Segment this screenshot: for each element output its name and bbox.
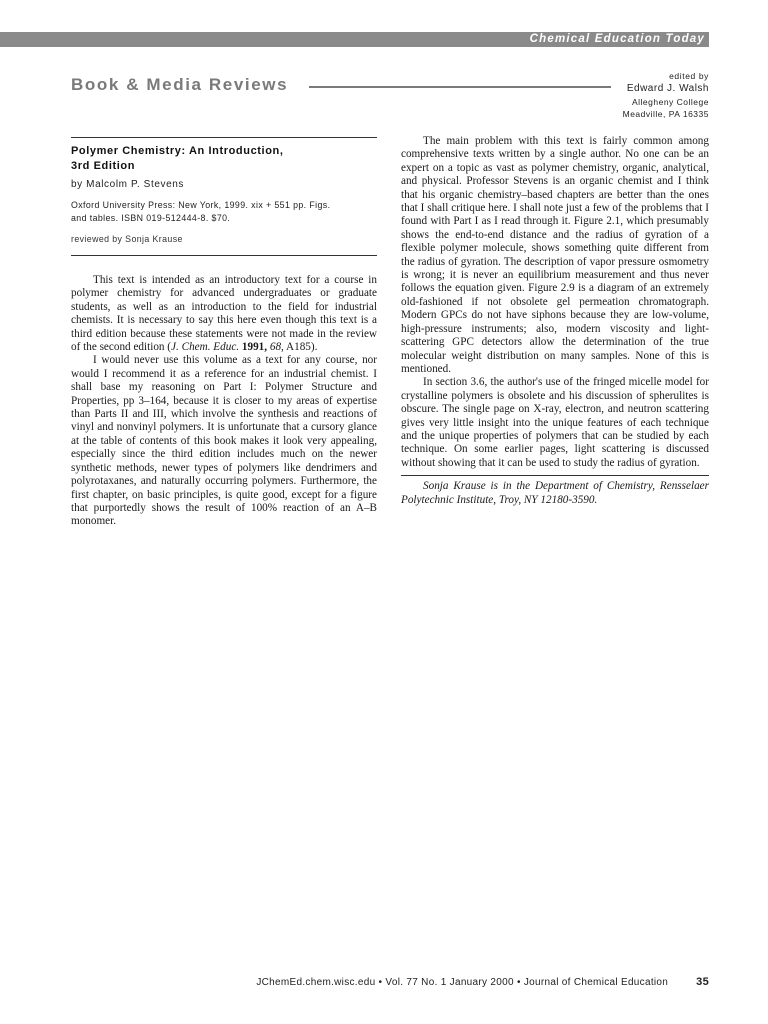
- book-info-box: [71, 137, 377, 244]
- paragraph-1-text: This text is intended as an introductory text for a course in polymer chemistry for advanced undergraduates or graduate students, as well as an introduction to the field for industrial chemists. It is necessary to say this here even though this text is a third edition because these statements were not made in the review of the second edition (: [71, 274, 377, 354]
- section-title: Book & Media Reviews: [71, 75, 289, 94]
- page-number: 35: [696, 976, 709, 988]
- book-box-rule: [71, 255, 377, 256]
- book-publisher: [71, 199, 377, 225]
- book-reviewer: reviewed by Sonja Krause: [71, 234, 183, 244]
- book-title-line2: 3rd Edition: [71, 160, 136, 172]
- paragraph-2: I would never use this volume as a text for any course, nor would I recommend it as a reference for an industrial chemist. I shall base my reasoning on Part I: Polymer Structure and Properties, pp 3–164, because it is closer to my areas of expertise than Parts II and III, which involve the synthesis and reactions of vinyl and nonvinyl polymers. It is unfortunate that a cursory glance at the table of contents of this book makes it look very appealing, especially since the third edition includes much on the newer synthetic methods, newer types of polymers like dendrimers and polyrotaxanes, and naturally occurring polymers. Furthermore, the first chapter, on basic principles, is quite good, except for a figure that purportedly shows the result of 100% reaction of an A–B monomer.: [71, 354, 377, 528]
- page-footer: [0, 976, 709, 988]
- citation-year: 1991,: [241, 341, 268, 354]
- section-rule: [309, 86, 611, 88]
- citation-end: A185).: [283, 341, 318, 354]
- paragraph-4: In section 3.6, the author's use of the fringed micelle model for crystalline polymers is obsolete and his discussion of spherulites is obscure. The single page on X-ray, electron, and neutron scattering gives very little insight into the unique features of each technique and the unique properties of polymers that can be studied by each technique. On some earlier pages, light scattering is discussed without showing that it can be used to study the radius of gyration.: [401, 376, 709, 469]
- citation-journal: J. Chem. Educ.: [171, 341, 240, 354]
- book-publisher-line1: Oxford University Press: New York, 1999. xix + 551 pp. Figs.: [71, 200, 331, 210]
- left-column: [71, 274, 377, 529]
- book-title-line1: Polymer Chemistry: An Introduction,: [71, 145, 284, 157]
- editor-affiliation: Allegheny College: [631, 97, 709, 107]
- citation-volume: 68,: [269, 341, 284, 354]
- editor-block: [623, 71, 709, 120]
- reviewer-signature: Sonja Krause is in the Department of Chemistry, Rensselaer Polytechnic Institute, Troy, NY 12180-3590.: [401, 480, 709, 506]
- paragraph-3: The main problem with this text is fairly common among comprehensive texts written by a single author. No one can be an expert on a topic as vast as polymer chemistry, organic, analytical, and physical. Professor Stevens is an organic chemist and I think that his organic chemistry–based chapters are better than the ones that I shall critique here. I shall note just a few of the problems that I found with Part I as I read through it. Figure 2.1, which presumably shows the end-to-end distance and the radius of gyration of a flexible polymer molecule, shows something quite different from the radius of gyration. The description of vapor pressure osmometry is wrong; it is never an equilibrium measurement and thus never follows the equation given. Figure 2.9 is a diagram of an extremely old-fashioned if not obsolete gel permeation chromatograph. Modern GPCs do not have siphons because they are low-volume, high-pressure instruments; also, modern viscosity and light-scattering GPC detectors allow the determination of the true molecular weight distribution on many samples. None of this is mentioned.: [401, 135, 709, 375]
- editor-location: Meadville, PA 16335: [622, 109, 709, 119]
- book-author: by Malcolm P. Stevens: [71, 179, 185, 190]
- editor-name: Edward J. Walsh: [626, 83, 709, 94]
- signature-rule: [401, 475, 709, 476]
- editor-edited-by: edited by: [669, 71, 709, 81]
- footer-citation: JChemEd.chem.wisc.edu • Vol. 77 No. 1 January 2000 • Journal of Chemical Education: [256, 977, 669, 988]
- header-band: [0, 32, 709, 47]
- book-title: [71, 144, 377, 174]
- header-band-text: Chemical Education Today: [529, 33, 705, 45]
- paragraph-1: [71, 274, 377, 354]
- right-column: [401, 135, 709, 507]
- book-publisher-line2: and tables. ISBN 019-512444-8. $70.: [71, 213, 231, 223]
